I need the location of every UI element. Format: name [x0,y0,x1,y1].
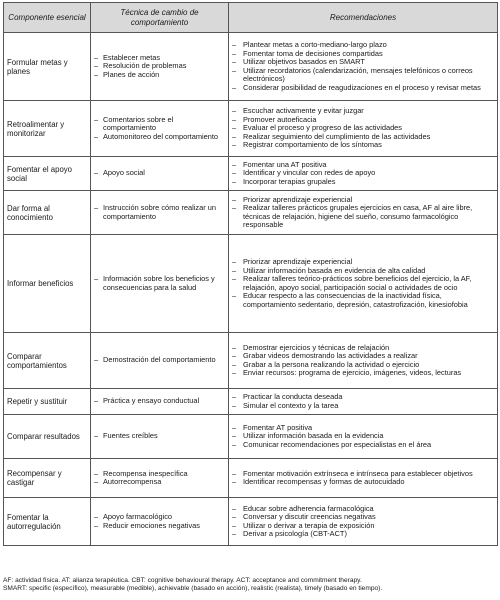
technique-text: Apoyo social [103,168,145,178]
footnote-abbreviations: AF: actividad física. AT: alianza terapéutica. CBT: cognitive behavioural therapy. ACT: acceptance and commitment therapy. [3,577,362,584]
dash-bullet: – [232,274,237,283]
technique-item [94,71,225,80]
technique-item [94,169,225,178]
dash-bullet: – [232,40,237,49]
technique-cell [91,389,229,415]
recommendation-text: Grabar a la persona realizando la actividad o ejercicio [243,359,420,369]
dash-bullet: – [232,422,237,432]
recommendations-cell [229,389,498,415]
technique-text: Demostración del comportamiento [103,355,216,365]
dash-bullet: – [94,355,99,365]
dash-bullet: – [232,291,237,300]
dash-bullet: – [232,203,237,212]
dash-bullet: – [94,131,99,141]
dash-bullet: – [94,114,99,124]
table-row [4,333,498,389]
table-row [4,101,498,157]
table-row [4,459,498,498]
technique-text: Fuentes creíbles [103,431,158,441]
dash-bullet: – [232,520,237,530]
recommendations-cell [229,498,498,546]
recommendation-text: Considerar posibilidad de reagudizaciones en el proceso y revisar metas [243,82,481,92]
recommendation-text: Demostrar ejercicios y técnicas de relajación [243,342,390,352]
dash-bullet: – [94,274,99,283]
header-technique: Técnica de cambio de comportamiento [91,3,229,33]
technique-text: Apoyo farmacológico [103,512,173,521]
recommendation-text: Fomentar toma de decisiones compartidas [243,48,383,58]
dash-bullet: – [232,123,237,133]
dash-bullet: – [94,396,99,406]
recommendation-text: Plantear metas a corto-mediano-largo plazo [243,40,387,49]
table-row [4,191,498,235]
dash-bullet: – [232,468,237,478]
technique-cell [91,459,229,498]
technique-cell [91,235,229,333]
recommendation-text: Utilizar recordatorios (calendarización, mensajes telefónicos o correos electrónicos) [243,65,473,83]
dash-bullet: – [232,477,237,486]
recommendation-item [232,402,494,411]
dash-bullet: – [94,52,99,62]
technique-item [94,204,225,221]
recommendation-item [232,292,494,309]
technique-cell [91,33,229,101]
dash-bullet: – [94,203,99,212]
dash-bullet: – [232,439,237,449]
component-cell: Recompensar y castigar [4,459,91,498]
dash-bullet: – [94,520,99,530]
technique-item [94,397,225,406]
technique-item [94,356,225,365]
table-body [4,33,498,546]
recommendation-item [232,441,494,450]
recommendation-item [232,204,494,230]
document [3,2,497,546]
recommendation-text: Incorporar terapias grupales [243,176,336,186]
dash-bullet: – [232,65,237,75]
dash-bullet: – [94,477,99,486]
technique-text: Reducir emociones negativas [103,520,200,530]
recommendation-text: Utilizar información basada en evidencia de alta calidad [243,265,426,275]
header-row [4,3,498,33]
recommendation-text: Educar respecto a las consecuencias de la inactividad física, comportamiento sedentario, depresión, catastrofización, kinesiofobia [243,291,468,309]
technique-cell [91,498,229,546]
table-row [4,389,498,415]
recommendation-item [232,141,494,150]
technique-text: Información sobre los beneficios y consecuencias para la salud [103,274,215,292]
dash-bullet: – [232,114,237,124]
recommendation-item [232,275,494,292]
recommendation-text: Realizar talleres teórico-prácticos sobre beneficios del ejercicio, la AF, relajación, apoyo social, participación social o actividades de ocio [243,274,472,292]
component-cell: Dar forma al conocimiento [4,191,91,235]
dash-bullet: – [94,431,99,441]
recommendation-text: Evaluar el proceso y progreso de las actividades [243,123,402,133]
technique-text: Autorrecompensa [103,477,162,486]
dash-bullet: – [232,48,237,58]
dash-bullet: – [94,512,99,521]
recommendation-text: Utilizar o derivar a terapia de exposición [243,520,375,530]
dash-bullet: – [232,359,237,369]
technique-cell [91,157,229,191]
dash-bullet: – [232,257,237,266]
dash-bullet: – [232,431,237,441]
recommendation-text: Realizar seguimiento del cumplimiento de las actividades [243,131,431,141]
recommendation-text: Realizar talleres prácticos grupales ejercicios en casa, AF al aire libre, técnicas de relajación, higiene del sueño, consumo farmacológico responsable [243,203,473,229]
component-cell: Comparar comportamientos [4,333,91,389]
dash-bullet: – [94,468,99,478]
technique-text: Instrucción sobre cómo realizar un comportamiento [103,203,216,221]
recommendation-text: Identificar recompensas y formas de autocuidado [243,477,405,486]
component-cell: Formular metas y planes [4,33,91,101]
recommendation-text: Utilizar información basada en la evidencia [243,431,384,441]
dash-bullet: – [232,342,237,352]
technique-text: Planes de acción [103,69,160,79]
recommendation-text: Simular el contexto y la tarea [243,400,339,410]
technique-text: Práctica y ensayo conductual [103,396,200,406]
dash-bullet: – [232,529,237,538]
component-cell: Fomentar el apoyo social [4,157,91,191]
footnote-smart: SMART: specific (específico), measurable (medible), achievable (basado en acción), realistic (realista), timely (basado en tiempo). [3,585,383,592]
recommendations-cell [229,235,498,333]
recommendation-text: Fomentar AT positiva [243,422,313,432]
technique-text: Automonitoreo del comportamiento [103,131,219,141]
dash-bullet: – [232,512,237,521]
technique-cell [91,415,229,459]
dash-bullet: – [94,168,99,178]
recommendation-item [232,67,494,84]
dash-bullet: – [94,61,99,71]
recommendation-item [232,369,494,378]
technique-text: Comentarios sobre el comportamiento [103,114,174,133]
table-row [4,235,498,333]
technique-cell [91,191,229,235]
dash-bullet: – [232,168,237,178]
technique-cell [91,101,229,157]
recommendation-item [232,84,494,93]
dash-bullet: – [232,106,237,116]
dash-bullet: – [232,194,237,204]
footnotes [3,577,497,593]
recommendation-text: Conversar y discutir creencias negativas [243,512,376,521]
table-row [4,498,498,546]
recommendations-cell [229,101,498,157]
dash-bullet: – [232,503,237,513]
dash-bullet: – [232,265,237,275]
recommendations-cell [229,157,498,191]
technique-item [94,522,225,531]
technique-text: Recompensa inespecífica [103,468,188,478]
recommendation-text: Fomentar una AT positiva [243,159,327,169]
recommendation-item [232,478,494,487]
technique-item [94,432,225,441]
component-cell: Repetir y sustituir [4,389,91,415]
recommendation-text: Comunicar recomendaciones por especialistas en el área [243,439,432,449]
component-cell: Informar beneficios [4,235,91,333]
recommendations-table [3,2,498,546]
table-row [4,157,498,191]
recommendations-cell [229,415,498,459]
recommendations-cell [229,459,498,498]
header-recommendations: Recomendaciones [229,3,498,33]
technique-item [94,116,225,133]
recommendation-item [232,530,494,539]
recommendation-text: Fomentar motivación extrínseca e intrínseca para establecer objetivos [243,468,473,478]
dash-bullet: – [232,131,237,141]
dash-bullet: – [232,82,237,92]
recommendations-cell [229,191,498,235]
dash-bullet: – [232,140,237,150]
recommendations-cell [229,33,498,101]
dash-bullet: – [94,69,99,79]
header-component: Componente esencial [4,3,91,33]
table-row [4,33,498,101]
technique-text: Establecer metas [103,52,161,62]
recommendation-text: Registrar comportamiento de los síntomas [243,140,382,150]
technique-item [94,275,225,292]
technique-item [94,133,225,142]
recommendation-text: Practicar la conducta deseada [243,392,343,401]
recommendations-cell [229,333,498,389]
recommendation-text: Grabar videos demostrando las actividades a realizar [243,351,418,360]
recommendation-text: Educar sobre adherencia farmacológica [243,503,374,513]
dash-bullet: – [232,368,237,377]
technique-item [94,478,225,487]
technique-text: Resolución de problemas [103,61,187,71]
dash-bullet: – [232,159,237,169]
dash-bullet: – [232,176,237,186]
recommendation-text: Escuchar activamente y evitar juzgar [243,106,364,116]
table-row [4,415,498,459]
recommendation-text: Priorizar aprendizaje experiencial [243,257,353,266]
technique-cell [91,333,229,389]
recommendation-text: Utilizar objetivos basados en SMART [243,57,365,66]
recommendation-text: Identificar y vincular con redes de apoyo [243,168,376,178]
recommendation-text: Derivar a psicología (CBT-ACT) [243,529,347,538]
recommendation-text: Enviar recursos: programa de ejercicio, imágenes, videos, lecturas [243,368,462,377]
component-cell: Retroalimentar y monitorizar [4,101,91,157]
dash-bullet: – [232,400,237,410]
component-cell: Fomentar la autorregulación [4,498,91,546]
recommendation-text: Promover autoeficacia [243,114,317,124]
component-cell: Comparar resultados [4,415,91,459]
dash-bullet: – [232,57,237,66]
dash-bullet: – [232,351,237,360]
recommendation-text: Priorizar aprendizaje experiencial [243,194,353,204]
dash-bullet: – [232,392,237,401]
recommendation-item [232,178,494,187]
